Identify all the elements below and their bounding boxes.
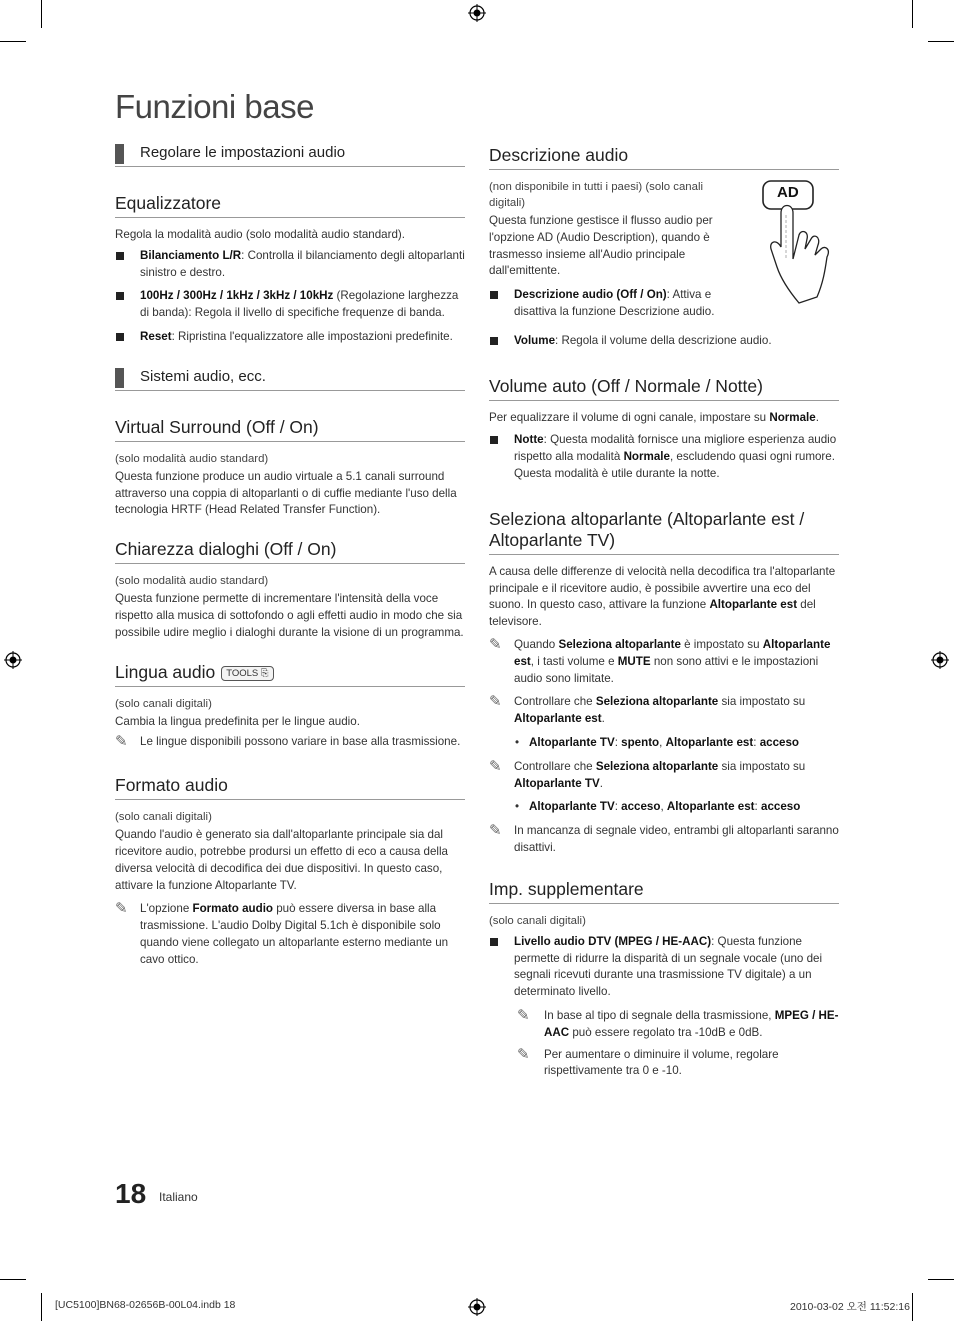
note: ✎ Per aumentare o diminuire il volume, regolare rispettivamente tra 0 e -10. [517, 1045, 779, 1078]
print-file-info: [UC5100]BN68-02656B-00L04.indb 18 [55, 1299, 236, 1311]
condition-text: (solo canali digitali) [115, 811, 212, 824]
note: ✎ In mancanza di segnale video, entrambi gli altoparlanti saranno disattivi. [489, 822, 839, 854]
note: ✎ In base al tipo di segnale della trasmissione, MPEG / HE-AAC può essere regolato tra -10dB e 0dB. [517, 1006, 839, 1039]
note: ✎ L'opzione Formato audio può essere diversa in base alla trasmissione. L'audio Dolby Digital 5.1ch è disponibile solo quando viene collegato un altoparlante esterno mediante un cavo ottico. [115, 900, 449, 966]
note: ✎ Le lingue disponibili possono variare in base alla trasmissione. [115, 733, 461, 751]
list-item: • Altoparlante TV: acceso, Altoparlante est: acceso [489, 799, 839, 816]
heading-volume-auto: Volume auto (Off / Normale / Notte) [489, 376, 839, 401]
right-column [489, 140, 839, 1085]
registration-mark-icon [468, 1298, 486, 1316]
page-title: Funzioni base [115, 88, 314, 125]
pencil-note-icon: ✎ [115, 733, 128, 751]
list-item: Notte: Questa modalità fornisce una migliore esperienza audio rispetto alla modalità Normale, escludendo quasi ogni rumore. Questa modalità è utile durante la notte. [489, 432, 839, 482]
condition-text: (non disponibile in tutti i paesi) (solo canali digitali) [489, 181, 704, 209]
list-item: • Altoparlante TV: spento, Altoparlante est: acceso [489, 735, 839, 752]
crop-mark [41, 1293, 42, 1321]
descrizione-text: Questa funzione gestisce il flusso audio per l'opzione AD (Audio Description), quando è trasmesso insieme all'Audio principale dall'emittente. [489, 214, 713, 278]
heading-virtual-surround: Virtual Surround (Off / On) [115, 417, 465, 442]
list-item: 100Hz / 300Hz / 1kHz / 3kHz / 10kHz (Regolazione larghezza di banda): Regola il livello di specifiche frequenze di banda. [115, 288, 465, 322]
heading-descrizione-audio: Descrizione audio [489, 145, 839, 170]
heading-imp-supplementare: Imp. supplementare [489, 879, 839, 904]
page-language: Italiano [159, 1190, 198, 1204]
list-item: Reset: Ripristina l'equalizzatore alle impostazioni predefinite. [115, 329, 465, 346]
pencil-note-icon: ✎ [517, 1045, 530, 1063]
list-item: Livello audio DTV (MPEG / HE-AAC): Questa funzione permette di ridurre la disparità di un segnale vocale (uno dei segnali ricevuti durante una trasmissione TV digitale) a un determinato livello. [489, 934, 839, 1001]
pencil-note-icon: ✎ [517, 1006, 530, 1024]
pencil-note-icon: ✎ [489, 635, 502, 653]
crop-mark [0, 1279, 26, 1280]
left-column [115, 140, 465, 976]
heading-chiarezza-dialoghi: Chiarezza dialoghi (Off / On) [115, 539, 465, 564]
registration-mark-icon [931, 651, 949, 669]
chiarezza-text: Questa funzione permette di incrementare l'intensità della voce rispetto alla musica di sottofondo o agli effetti audio in modo che sia possibile udire meglio i dialoghi durante la visione di un programma. [115, 592, 464, 639]
page-number: 18 [115, 1178, 147, 1209]
registration-mark-icon [4, 651, 22, 669]
crop-mark [912, 0, 913, 28]
lingua-text: Cambia la lingua predefinita per le lingue audio. [115, 714, 360, 728]
volume-auto-text: Per equalizzare il volume di ogni canale, impostare su Normale. [489, 410, 819, 424]
print-date-info: 2010-03-02 오전 11:52:16 [790, 1301, 910, 1313]
pencil-note-icon: ✎ [489, 757, 502, 775]
crop-mark [912, 1293, 913, 1321]
pencil-note-icon: ✎ [115, 900, 128, 918]
heading-seleziona-altoparlante: Seleziona altoparlante (Altoparlante est / Altoparlante TV) [489, 509, 839, 555]
tools-badge: TOOLS ⎘ [221, 666, 273, 681]
ad-button-label: AD [777, 184, 799, 201]
list-item: Bilanciamento L/R: Controlla il bilanciamento degli altoparlanti sinistro e destro. [115, 248, 465, 282]
pencil-note-icon: ✎ [489, 822, 502, 840]
heading-formato-audio: Formato audio [115, 775, 465, 800]
section-header: Regolare le impostazioni audio [115, 140, 465, 167]
condition-text: (solo modalità audio standard) [115, 452, 269, 465]
list-item: Volume: Regola il volume della descrizione audio. [489, 333, 839, 350]
crop-mark [928, 41, 954, 42]
list-item: Descrizione audio (Off / On): Attiva e disattiva la funzione Descrizione audio. [489, 287, 744, 321]
crop-mark [41, 0, 42, 28]
heading-equalizzatore: Equalizzatore [115, 193, 465, 218]
note: ✎ Controllare che Seleziona altoparlante sia impostato su Altoparlante est. [489, 693, 806, 726]
crop-mark [928, 1279, 954, 1280]
seleziona-text: A causa delle differenze di velocità nella decodifica tra l'altoparlante principale e il ricevitore audio, è possibile avvertire una eco del suono. In questo caso, attivare la funzione Altoparlante est del televisore. [489, 564, 836, 629]
descrizione-block [489, 179, 839, 280]
pencil-note-icon: ✎ [489, 693, 502, 711]
virtual-surround-text: Questa funzione produce un audio virtuale a 5.1 canali surround attraverso una coppia di altoparlanti o di cuffie mediante l'uso della tecnologia HRTF (Head Related Transfer Function). [115, 469, 457, 517]
registration-mark-icon [468, 4, 486, 22]
heading-lingua-audio: Lingua audio TOOLS ⎘ [115, 662, 465, 687]
remote-ad-button-icon [759, 179, 843, 309]
condition-text: (solo canali digitali) [115, 697, 212, 710]
crop-mark [0, 41, 26, 42]
condition-text: (solo modalità audio standard) [115, 575, 269, 588]
formato-text: Quando l'audio è generato sia dall'altoparlante principale sia dal ricevitore audio, potrebbe prodursi un effetto di eco a causa della diversa velocità di decodifica dei due dispositivi. In questo caso, attivare la funzione Altoparlante TV. [115, 828, 448, 892]
note: ✎ Quando Seleziona altoparlante è impostato su Altoparlante est, i tasti volume e MUTE non sono attivi e le impostazioni audio sono limitate. [489, 635, 831, 685]
condition-text: (solo canali digitali) [489, 914, 586, 927]
note: ✎ Controllare che Seleziona altoparlante sia impostato su Altoparlante TV. [489, 757, 806, 790]
equalizzatore-desc: Regola la modalità audio (solo modalità audio standard). [115, 228, 406, 241]
section-header: Sistemi audio, ecc. [115, 364, 465, 391]
